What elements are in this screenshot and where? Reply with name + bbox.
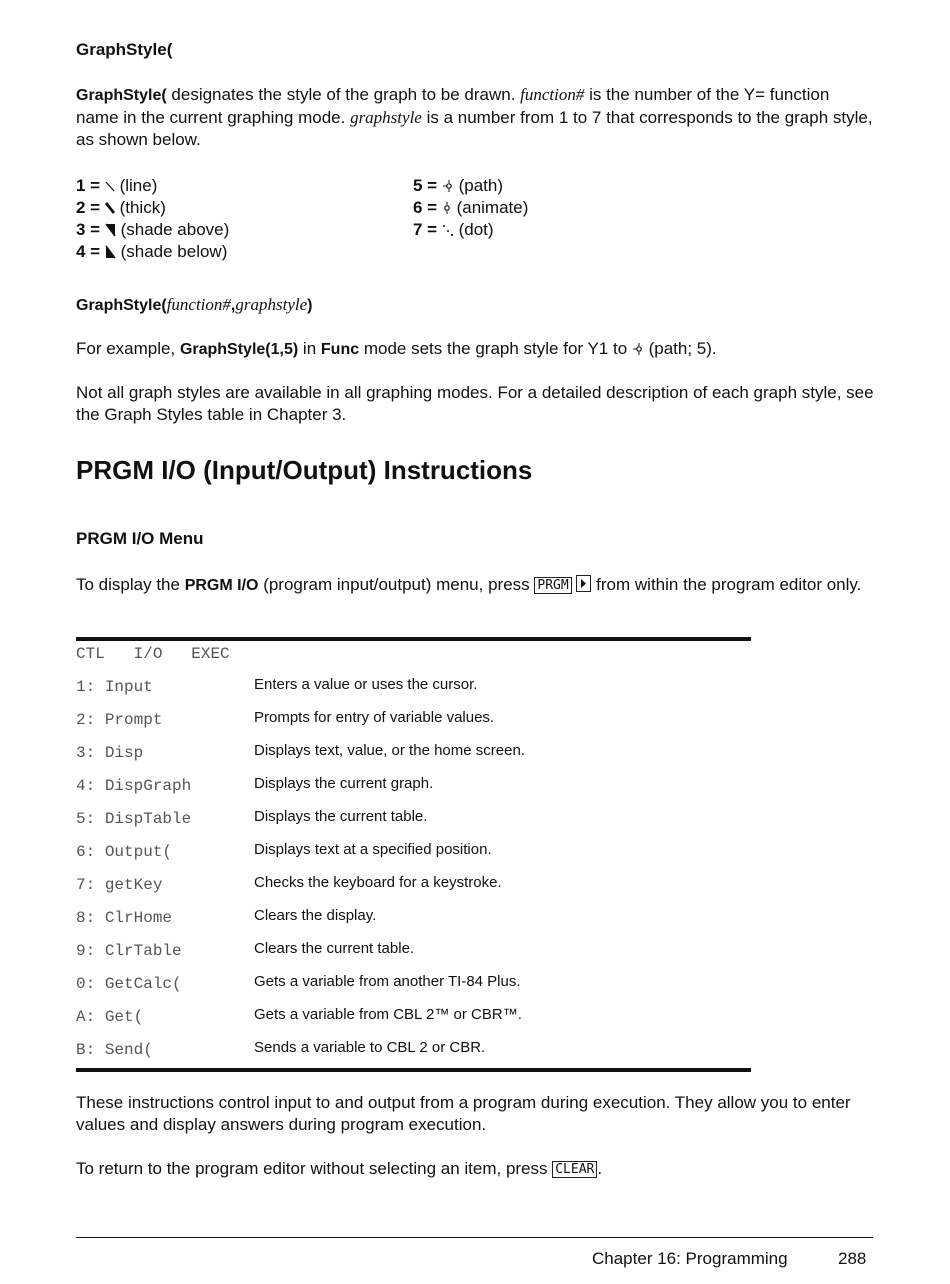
clear-key: CLEAR <box>552 1161 597 1178</box>
menu-item <box>76 742 756 764</box>
intro-text-1: designates the style of the graph to be drawn. <box>166 85 521 104</box>
intro-text-2: is the number of the Y= function name in the current graphing mode. <box>76 85 830 127</box>
menu-item <box>76 973 756 995</box>
menu-item <box>76 907 756 929</box>
menu-item-description: Sends a variable to CBL 2 or CBR. <box>254 1039 486 1056</box>
menu-tabs <box>76 645 230 663</box>
graphstyle-note: Not all graph styles are available in all graphing modes. For a detailed description of each graph style, see the Graph Styles table in Chapter 3. <box>76 383 874 424</box>
intro-text-3: is a number from 1 to 7 that corresponds to the graph style, as shown below. <box>76 108 873 149</box>
menu-item-command <box>76 909 172 927</box>
style-number: 3 = <box>76 220 101 239</box>
shade-below-style-icon <box>105 245 116 259</box>
menu-item-command <box>76 711 162 729</box>
menu-item-key: 0: <box>76 975 96 993</box>
menu-item-description: Checks the keyboard for a keystroke. <box>254 874 502 891</box>
menu-item-command <box>76 876 162 894</box>
subsection-title-menu: PRGM I/O Menu <box>76 529 204 548</box>
style-label: (path) <box>458 176 503 195</box>
menu-item-name: Send( <box>104 1041 153 1059</box>
menu-item-name: ClrTable <box>104 942 182 960</box>
graphstyle-example <box>76 338 876 361</box>
menu-item <box>76 1006 756 1028</box>
menu-item-command <box>76 975 182 993</box>
menu-item-key: 4: <box>76 777 96 795</box>
style-label: (animate) <box>456 198 529 217</box>
menu-description: These instructions control input to and output from a program during execution. They allow you to enter values and display answers during program execution. <box>76 1093 851 1134</box>
menu-item-command <box>76 1041 153 1059</box>
example-text-4: (path; 5). <box>643 339 717 358</box>
path-style-icon <box>632 342 644 356</box>
menu-item-description: Gets a variable from another TI-84 Plus. <box>254 973 521 990</box>
style-item-6 <box>413 197 528 219</box>
menu-item-description: Displays text at a specified position. <box>254 841 492 858</box>
menu-item-description: Displays the current table. <box>254 808 428 825</box>
footer-page-number: 288 <box>838 1249 867 1268</box>
menu-item-command <box>76 843 172 861</box>
animate-style-icon <box>442 201 452 215</box>
prgm-key: PRGM <box>534 577 571 594</box>
section-title-graphstyle: GraphStyle( <box>76 40 173 59</box>
menu-item-key: 6: <box>76 843 96 861</box>
style-item-2 <box>76 197 166 219</box>
menu-item-command <box>76 744 143 762</box>
path-style-icon <box>442 179 454 193</box>
style-label: (thick) <box>119 198 166 217</box>
tab-ctl: CTL <box>76 645 105 663</box>
tab-io: I/O <box>133 645 163 663</box>
return-text-1: To return to the program editor without selecting an item, press <box>76 1159 553 1178</box>
tab-exec: EXEC <box>191 645 230 663</box>
menu-item-name: Get( <box>104 1008 144 1026</box>
syntax-arg-graphstyle: graphstyle <box>235 295 308 314</box>
style-number: 2 = <box>76 198 101 217</box>
menu-item-name: Disp <box>104 744 144 762</box>
example-text-3: mode sets the graph style for Y1 to <box>359 339 632 358</box>
menu-top-rule <box>76 637 751 641</box>
menu-access-instructions <box>76 573 876 597</box>
right-arrow-key <box>576 575 591 592</box>
style-label: (dot) <box>458 220 494 239</box>
access-text-1: To display the <box>76 575 185 594</box>
menu-item-name: Output( <box>104 843 173 861</box>
menu-item-key: 1: <box>76 678 96 696</box>
menu-item-command <box>76 810 191 828</box>
example-text-2: in <box>298 339 321 358</box>
dot-style-icon <box>442 223 454 237</box>
example-mode: Func <box>320 341 360 358</box>
example-text-1: For example, <box>76 339 180 358</box>
menu-item <box>76 940 756 962</box>
footer-chapter: Chapter 16: Programming <box>592 1249 788 1268</box>
style-label: (shade above) <box>120 220 230 239</box>
style-number: 6 = <box>413 198 438 217</box>
graphstyle-intro <box>76 84 876 151</box>
style-item-4 <box>76 241 227 263</box>
graphstyle-syntax <box>76 294 312 317</box>
right-arrow-icon <box>580 579 587 588</box>
menu-item <box>76 775 756 797</box>
menu-item-key: 9: <box>76 942 96 960</box>
syntax-separator: , <box>230 297 236 314</box>
menu-item-description: Clears the current table. <box>254 940 415 957</box>
menu-name: PRGM I/O <box>184 577 259 594</box>
menu-item-description: Displays the current graph. <box>254 775 434 792</box>
menu-item-name: DispGraph <box>104 777 192 795</box>
menu-item-key: 5: <box>76 810 96 828</box>
return-text-2: . <box>597 1159 603 1178</box>
intro-command: GraphStyle( <box>76 87 167 104</box>
menu-item <box>76 874 756 896</box>
section-title-prgm-io: PRGM I/O (Input/Output) Instructions <box>76 455 533 485</box>
access-text-3: from within the program editor only. <box>591 575 862 594</box>
menu-item-name: GetCalc( <box>104 975 182 993</box>
menu-item-description: Prompts for entry of variable values. <box>254 709 495 726</box>
menu-item-description: Displays text, value, or the home screen. <box>254 742 525 759</box>
intro-arg-graphstyle: graphstyle <box>350 108 422 127</box>
style-item-7 <box>413 219 494 241</box>
menu-item <box>76 676 756 698</box>
style-label: (line) <box>119 176 158 195</box>
menu-item <box>76 1039 756 1061</box>
intro-arg-function: function# <box>520 85 585 104</box>
menu-item-key: B: <box>76 1041 96 1059</box>
thick-style-icon <box>105 201 115 215</box>
style-item-1 <box>76 175 157 197</box>
style-item-5 <box>413 175 503 197</box>
access-text-2: (program input/output) menu, press <box>258 575 535 594</box>
syntax-arg-function: function# <box>166 295 231 314</box>
syntax-command: GraphStyle( <box>76 297 167 314</box>
style-item-3 <box>76 219 229 241</box>
style-number: 7 = <box>413 220 438 239</box>
shade-above-style-icon <box>105 223 116 237</box>
menu-item-description: Enters a value or uses the cursor. <box>254 676 478 693</box>
menu-item-command <box>76 1008 143 1026</box>
menu-item-description: Gets a variable from CBL 2™ or CBR™. <box>254 1006 522 1023</box>
footer-rule <box>76 1237 873 1238</box>
syntax-close: ) <box>307 297 313 314</box>
menu-bottom-rule <box>76 1068 751 1072</box>
menu-item-command <box>76 678 153 696</box>
return-instructions <box>76 1158 876 1180</box>
menu-item-key: A: <box>76 1008 96 1026</box>
menu-item <box>76 709 756 731</box>
menu-item-key: 2: <box>76 711 96 729</box>
menu-item-command <box>76 777 191 795</box>
menu-item-name: DispTable <box>104 810 192 828</box>
menu-item-command <box>76 942 182 960</box>
example-command: GraphStyle(1,5) <box>179 341 299 358</box>
style-number: 4 = <box>76 242 101 261</box>
line-style-icon <box>105 179 115 193</box>
menu-item-key: 8: <box>76 909 96 927</box>
menu-item-name: Prompt <box>104 711 163 729</box>
menu-item <box>76 808 756 830</box>
menu-item-name: Input <box>104 678 153 696</box>
style-number: 1 = <box>76 176 101 195</box>
style-label: (shade below) <box>120 242 228 261</box>
menu-item-key: 3: <box>76 744 96 762</box>
style-number: 5 = <box>413 176 438 195</box>
menu-item-name: ClrHome <box>104 909 173 927</box>
menu-item-name: getKey <box>104 876 163 894</box>
menu-item-description: Clears the display. <box>254 907 377 924</box>
menu-item <box>76 841 756 863</box>
menu-item-key: 7: <box>76 876 96 894</box>
